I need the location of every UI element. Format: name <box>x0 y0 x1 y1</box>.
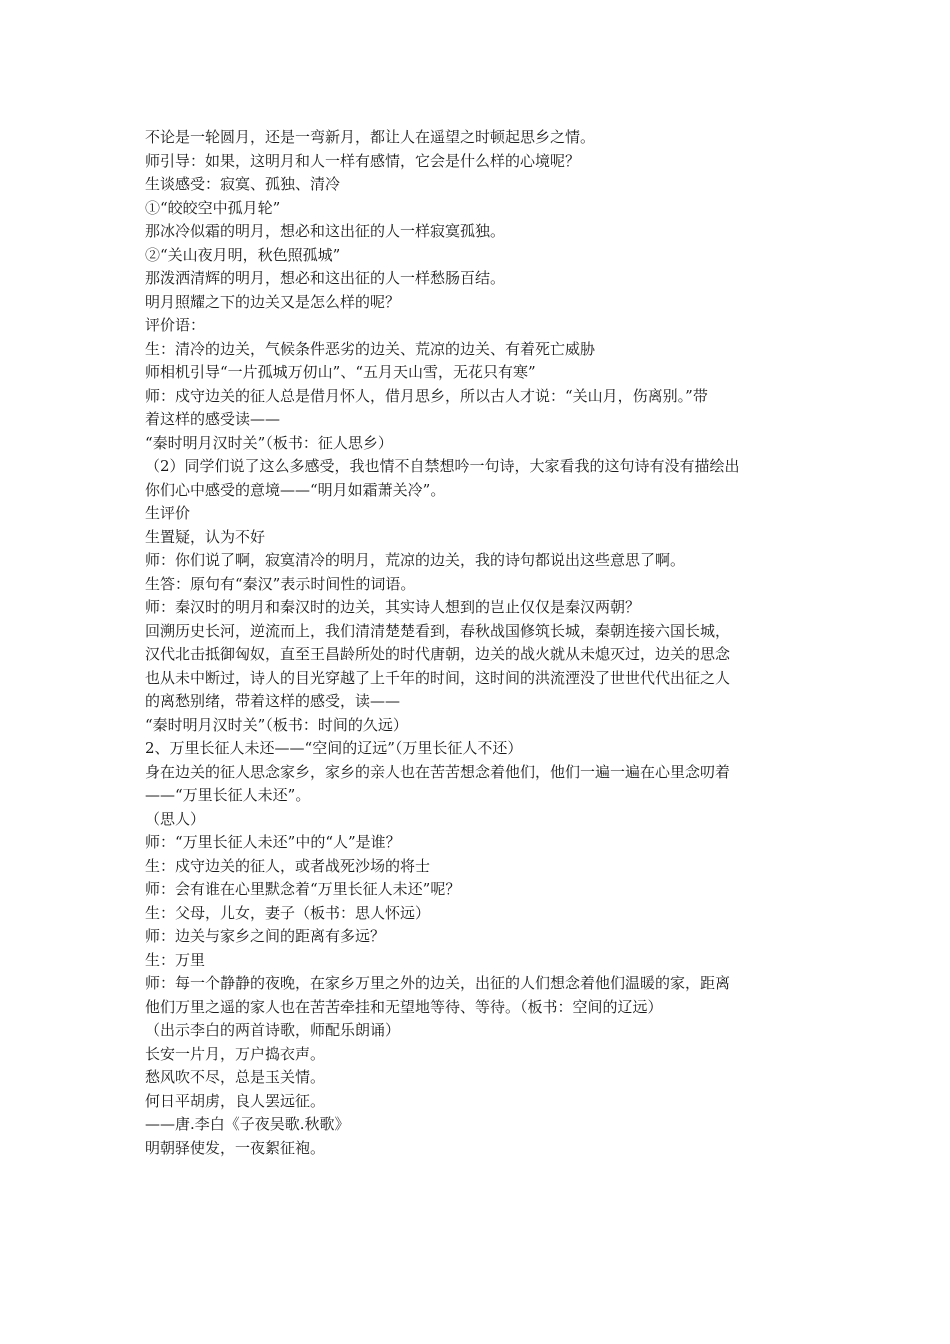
text-line: 生：戍守边关的征人，或者战死沙场的将士 <box>145 856 431 875</box>
section-heading: 2、万里长征人未还——“空间的辽远”（万里长征人不还） <box>145 739 523 757</box>
poem-line: 长安一片月，万户捣衣声。 <box>145 1044 326 1063</box>
text-line: 不论是一轮圆月，还是一弯新月，都让人在遥望之时顿起思乡之情。 <box>145 128 596 146</box>
poem-attribution: ——唐.李白《子夜吴歌.秋歌》 <box>145 1115 350 1133</box>
text-line: 着这样的感受读—— <box>145 410 281 428</box>
text-line: 生：清冷的边关，气候条件恶劣的边关、荒凉的边关、有着死亡威胁 <box>145 339 596 358</box>
text-line: 生谈感受：寂寞、孤独、清冷 <box>145 175 341 193</box>
text-line: （出示李白的两首诗歌，师配乐朗诵） <box>145 1021 401 1039</box>
text-line: 师：边关与家乡之间的距离有多远？ <box>145 927 386 945</box>
text-line: 师：秦汉时的明月和秦汉时的边关，其实诗人想到的岂止仅仅是秦汉两朝？ <box>145 598 641 616</box>
text-line: 的离愁别绪，带着这样的感受，读—— <box>145 692 401 710</box>
text-line: 师引导：如果，这明月和人一样有感情，它会是什么样的心境呢？ <box>145 151 581 170</box>
text-line: ①“皎皎空中孤月轮” <box>145 198 281 217</box>
text-line: 他们万里之遥的家人也在苦苦牵挂和无望地等待、等待。（板书：空间的辽远） <box>145 997 663 1016</box>
poem-line: 何日平胡虏，良人罢远征。 <box>145 1091 326 1110</box>
text-line: 那冰冷似霜的明月，想必和这出征的人一样寂寞孤独。 <box>145 222 506 240</box>
text-line: 也从未中断过，诗人的目光穿越了上千年的时间，这时间的洪流湮没了世世代代出征之人 <box>145 668 731 687</box>
poem-line: 明朝驿使发，一夜絮征袍。 <box>145 1138 326 1157</box>
text-line: （2）同学们说了这么多感受，我也情不自禁想吟一句诗，大家看我的这句诗有没有描绘出 <box>145 457 740 475</box>
text-line: “秦时明月汉时关”（板书：征人思乡） <box>145 433 393 452</box>
poem-line: 愁风吹不尽，总是玉关情。 <box>145 1068 326 1086</box>
text-line: 师：“万里长征人未还”中的“人”是谁？ <box>145 833 401 851</box>
text-line: 生答：原句有“秦汉”表示时间性的词语。 <box>145 574 416 593</box>
text-line: 生置疑，认为不好 <box>145 527 266 546</box>
text-line: 生评价 <box>145 504 191 522</box>
text-line: 汉代北击抵御匈奴，直至王昌龄所处的时代唐朝，边关的战火就从未熄灭过，边关的思念 <box>145 645 731 663</box>
text-line: 明月照耀之下的边关又是怎么样的呢？ <box>145 292 401 311</box>
text-line: 师：每一个静静的夜晚，在家乡万里之外的边关，出征的人们想念着他们温暖的家，距离 <box>145 974 731 992</box>
text-line: （思人） <box>145 809 206 828</box>
text-line: 评价语： <box>145 316 206 334</box>
text-line: ——“万里长征人未还”。 <box>145 786 311 804</box>
text-line: 身在边关的征人思念家乡，家乡的亲人也在苦苦想念着他们，他们一遍一遍在心里念叨着 <box>145 762 731 781</box>
document-body <box>145 126 811 1160</box>
text-line: 生：万里 <box>145 950 206 969</box>
text-line: “秦时明月汉时关”（板书：时间的久远） <box>145 715 408 734</box>
text-line: 师：你们说了啊，寂寞清冷的明月，荒凉的边关，我的诗句都说出这些意思了啊。 <box>145 551 686 569</box>
text-line: 你们心中感受的意境——“明月如霜萧关冷”。 <box>145 480 446 499</box>
text-line: 那泼洒清辉的明月，想必和这出征的人一样愁肠百结。 <box>145 269 506 287</box>
text-line: 生：父母，儿女，妻子（板书：思人怀远） <box>145 903 431 922</box>
text-line: 师相机引导“一片孤城万仞山”、“五月天山雪，无花只有寒” <box>145 363 536 381</box>
text-line: 回溯历史长河，逆流而上，我们清清楚楚看到，春秋战国修筑长城，秦朝连接六国长城， <box>145 621 731 640</box>
text-line: ②“关山夜月明，秋色照孤城” <box>145 245 341 264</box>
text-line: 师：戍守边关的征人总是借月怀人，借月思乡，所以古人才说：“关山月，伤离别。”带 <box>145 386 708 405</box>
text-line: 师：会有谁在心里默念着“万里长征人未还”呢？ <box>145 880 461 898</box>
